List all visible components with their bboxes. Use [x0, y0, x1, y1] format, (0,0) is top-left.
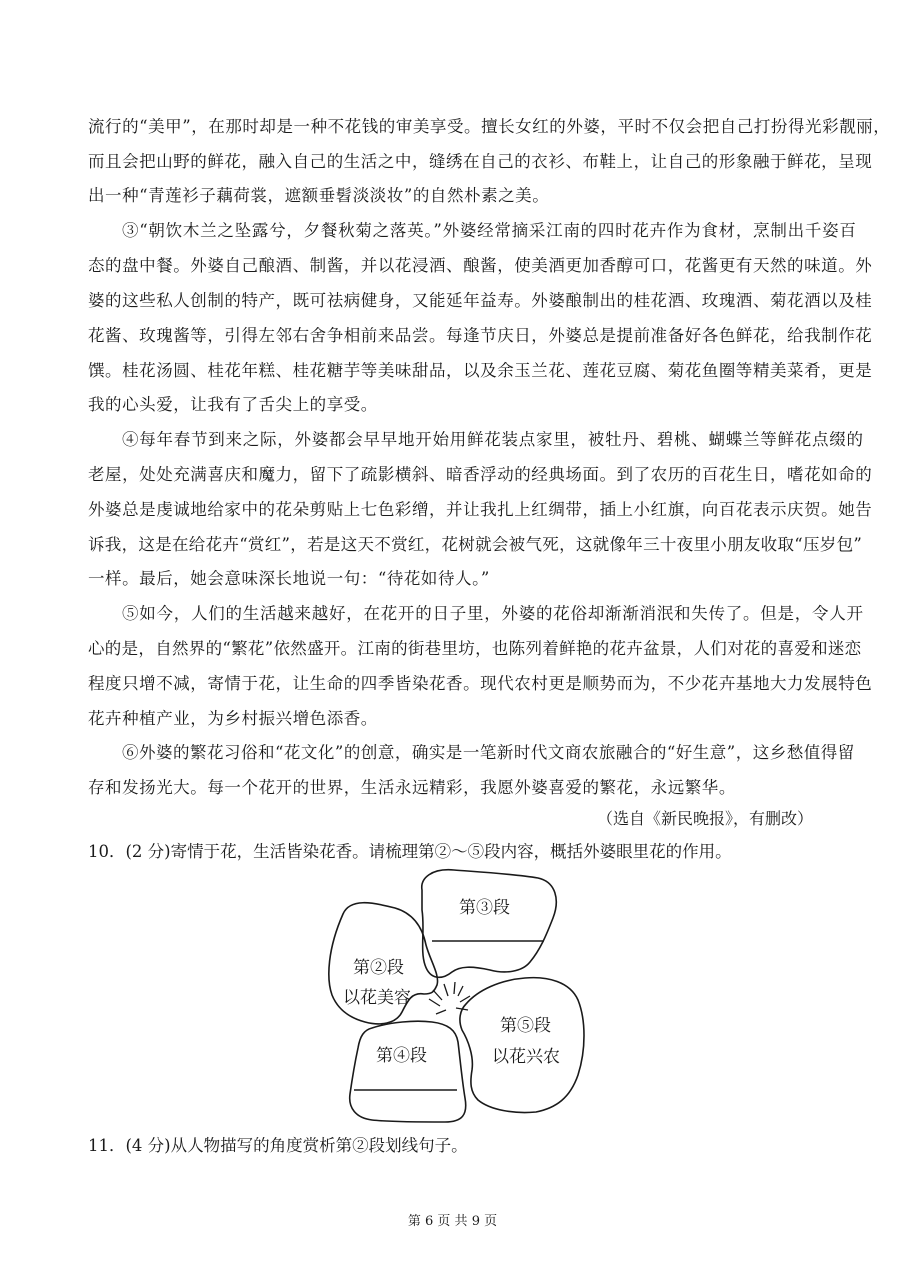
article-line-5: 态的盘中餐。外婆自己酿酒、制酱，并以花浸酒、酿酱，使美酒更加香醇可口，花酱更有天然的味道。外 [88, 256, 873, 275]
article-line-13: 诉我，这是在给花卉“赏红”，若是这天不赏红，花树就会被气死，这就像年三十夜里小朋友收取“压岁包” [88, 535, 863, 554]
petal-left-title: 第②段 [353, 958, 404, 978]
article-line-16: 心的是，自然界的“繁花”依然盛开。江南的街巷里坊，也陈列着鲜艳的花卉盆景，人们对花的喜爱和迷恋 [88, 639, 862, 658]
article-line-8: 馔。桂花汤圆、桂花年糕、桂花糖芋等美味甜品，以及余玉兰花、莲花豆腐、菊花鱼圈等精美菜肴，更是 [88, 361, 873, 380]
article-line-1: 流行的“美甲”，在那时却是一种不花钱的审美享受。擅长女红的外婆，平时不仅会把自己打扮得光彩靓丽， [88, 117, 891, 136]
petal-left [329, 903, 438, 1024]
article-line-2: 而且会把山野的鲜花，融入自己的生活之中，缝绣在自己的衣衫、布鞋上，让自己的形象融于鲜花，呈现 [88, 152, 873, 171]
article-line-19: ⑥外婆的繁花习俗和“花文化”的创意，确实是一笔新时代文商农旅融合的“好生意”，这乡愁值得留 [122, 743, 855, 762]
question-11: 11．(4 分)从人物描写的角度赏析第②段划线句子。 [88, 1136, 468, 1155]
article-line-20: 存和发扬光大。每一个花开的世界，生活永远精彩，我愿外婆喜爱的繁花，永远繁华。 [88, 778, 736, 797]
page-footer: 第 6 页 共 9 页 [407, 1214, 498, 1229]
petal-bottom [350, 1021, 466, 1122]
article-line-10: ④每年春节到来之际，外婆都会早早地开始用鲜花装点家里，被牡丹、碧桃、蝴蝶兰等鲜花点缀的 [122, 430, 864, 449]
article-line-6: 婆的这些私人创制的特产，既可祛病健身，又能延年益寿。外婆酿制出的桂花酒、玫瑰酒、菊花酒以及桂 [88, 291, 873, 310]
petal-right [460, 978, 584, 1113]
article-line-15: ⑤如今，人们的生活越来越好，在花开的日子里，外婆的花俗却渐渐消泯和失传了。但是，令人开 [122, 604, 864, 623]
stamen-strokes [429, 982, 470, 1014]
petal-top-label: 第③段 [459, 898, 510, 918]
petal-right-text: 以花兴农 [492, 1047, 560, 1067]
article-line-11: 老屋，处处充满喜庆和魔力，留下了疏影横斜、暗香浮动的经典场面。到了农历的百花生日，嗜花如命的 [88, 465, 873, 484]
question-10: 10．(2 分)寄情于花，生活皆染花香。请梳理第②～⑤段内容，概括外婆眼里花的作用。 [88, 842, 732, 861]
article-line-3: 出一种“青莲衫子藕荷裳，遮额垂髫淡淡妆”的自然朴素之美。 [88, 186, 550, 205]
petal-bottom-label: 第④段 [376, 1046, 427, 1066]
article-source: （选自《新民晚报》，有删改） [596, 809, 813, 828]
article-line-4: ③“朝饮木兰之坠露兮，夕餐秋菊之落英。”外婆经常摘采江南的四时花卉作为食材，烹制出千姿百 [122, 221, 857, 240]
article-line-7: 花酱、玫瑰酱等，引得左邻右舍争相前来品尝。每逢节庆日，外婆总是提前准备好各色鲜花，给我制作花 [88, 326, 873, 345]
article-line-14: 一样。最后，她会意味深长地说一句：“待花如待人。” [88, 569, 490, 588]
article-line-9: 我的心头爱，让我有了舌尖上的享受。 [88, 395, 378, 414]
petal-left-text: 以花美容 [343, 988, 411, 1008]
article-line-12: 外婆总是虔诚地给家中的花朵剪贴上七色彩缯，并让我扎上红绸带，插上小红旗，向百花表示庆贺。她告 [88, 500, 873, 519]
petal-right-title: 第⑤段 [500, 1016, 551, 1036]
article-line-17: 程度只增不减，寄情于花，让生命的四季皆染花香。现代农村更是顺势而为，不少花卉基地大力发展特色 [88, 674, 873, 693]
petal-top [422, 870, 556, 978]
article-line-18: 花卉种植产业，为乡村振兴增色添香。 [88, 709, 378, 728]
